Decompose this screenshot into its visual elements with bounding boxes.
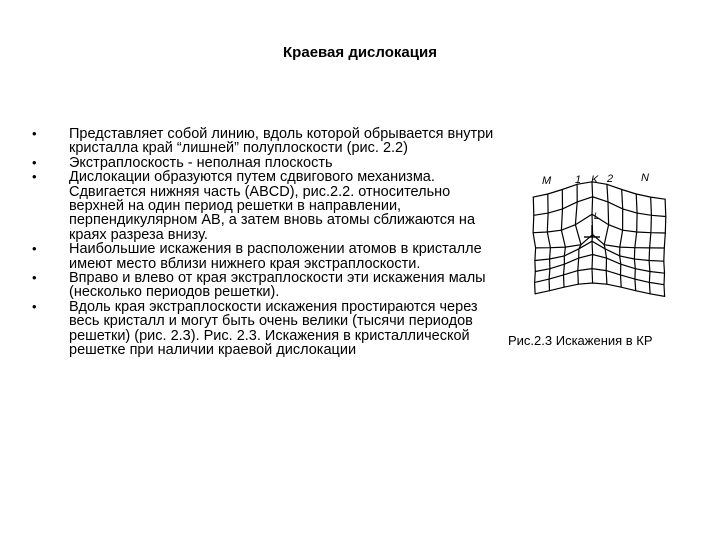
label-2: 2	[607, 173, 614, 185]
bullet-item: • Дислокации образуются путем сдвигового механизма. Сдвигается нижняя часть (ABCD), рис.2.2. относительно верхней на один период решетки в направлении, перпендикулярном AB, а затем вновь атомы сближаются на краях разреза внизу.	[32, 170, 502, 242]
lattice-line	[535, 255, 664, 274]
label-k: K	[591, 174, 599, 186]
lattice-line	[534, 197, 666, 217]
label-n: N	[641, 172, 649, 184]
bullet-item: • Экстраплоскость - неполная плоскость	[32, 156, 502, 170]
lattice-line	[561, 190, 565, 288]
lattice-line	[547, 194, 550, 291]
lattice-line	[535, 283, 665, 296]
bullet-item: • Наибольшие искажения в расположении атомов в кристалле имеют место вблизи нижнего края экстраплоскости.	[32, 242, 502, 271]
lattice-line	[575, 184, 581, 284]
lattice-line	[535, 241, 664, 261]
dislocation-lattice-figure	[524, 167, 684, 317]
lattice-line	[634, 194, 637, 291]
lattice-line	[533, 214, 665, 233]
bullet-list	[32, 127, 502, 358]
lattice-line	[533, 197, 536, 294]
slide-title: Краевая дислокация	[283, 44, 437, 61]
lattice-line	[620, 190, 623, 288]
label-m: M	[542, 175, 552, 187]
bullet-item: • Вдоль края экстраплоскости искажения простираются через весь кристалл и могут быть очень велики (тысячи периодов решетки) (рис. 2.3). Рис. 2.3. Искажения в кристаллической решетке при наличии краевой дислокации	[32, 300, 502, 358]
label-l: L	[594, 211, 600, 221]
lattice-line	[664, 199, 666, 296]
lattice-line	[604, 184, 608, 284]
label-1: 1	[575, 174, 582, 186]
lattice-grid	[533, 182, 666, 297]
figure-caption: Рис.2.3 Искажения в КР	[508, 333, 653, 348]
bullet-item: • Вправо и влево от края экстраплоскости эти искажения малы (несколько периодов решетки).	[32, 271, 502, 300]
lattice-line	[649, 197, 651, 294]
lattice-line	[533, 182, 665, 199]
bullet-item: • Представляет собой линию, вдоль которой обрывается внутри кристалла край “лишней” полуплоскости (рис. 2.2)	[32, 127, 502, 156]
dislocation-symbol	[584, 225, 600, 237]
